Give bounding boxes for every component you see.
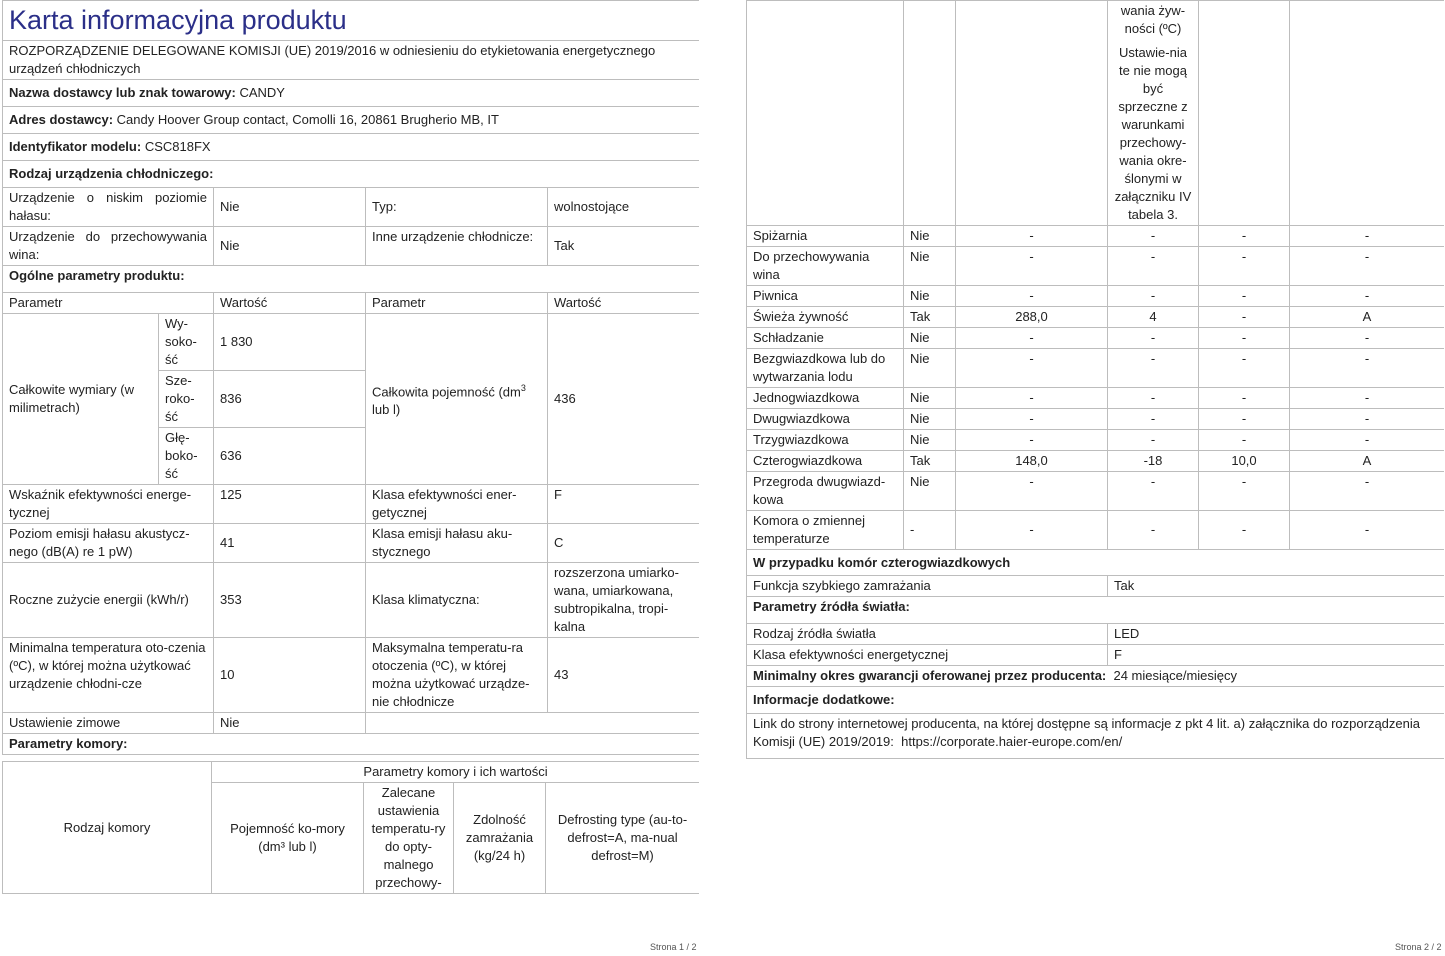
compartment-capacity: - (956, 511, 1108, 550)
product-info-table (2, 0, 699, 755)
compartment-name: Czterogwiazdkowa (747, 451, 904, 472)
model-row (3, 134, 700, 161)
noise-class-label: Klasa emisji hałasu aku-stycznego (366, 524, 548, 563)
compartment-row (747, 511, 1445, 550)
compartment-temp: - (1108, 472, 1199, 511)
compartment-row (747, 388, 1445, 409)
continued-blank-4 (1199, 1, 1290, 226)
continued-temp-cell (1108, 1, 1199, 226)
energy-class-label: Klasa efektywności ener-getycznej (366, 485, 548, 524)
continued-blank-3 (956, 1, 1108, 226)
eei-label: Wskaźnik efektywności energe-tycznej (3, 485, 214, 524)
compartment-present: Nie (904, 388, 956, 409)
col-value: Wartość (214, 293, 366, 314)
compartment-temp: - (1108, 286, 1199, 307)
page-number-1: Strona 1 / 2 (650, 942, 697, 952)
manufacturer-link[interactable]: https://corporate.haier-europe.com/en/ (901, 734, 1123, 749)
compartment-capacity: 148,0 (956, 451, 1108, 472)
low-noise-value: Nie (214, 188, 366, 227)
wine-label: Urządzenie do przechowywania wina: (3, 227, 214, 266)
compartment-freezing: - (1199, 388, 1290, 409)
page-1 (2, 0, 699, 907)
compartment-name: Komora o zmiennej temperaturze (747, 511, 904, 550)
wine-value: Nie (214, 227, 366, 266)
volume-label-sup: 3 (520, 382, 526, 393)
col-compartment-type: Rodzaj komory (3, 762, 212, 894)
settings-note: Ustawie-nia te nie mogą być sprzeczne z warunkami przechowy-wania okre-ślonymi w załączniku IV tabela 3. (1114, 45, 1192, 222)
compartment-present: Nie (904, 226, 956, 247)
compartment-temp: - (1108, 409, 1199, 430)
compartment-present: Nie (904, 286, 956, 307)
light-type-label: Rodzaj źródła światła (747, 624, 1108, 645)
model-value: CSC818FX (144, 139, 211, 154)
compartment-freezing: - (1199, 226, 1290, 247)
compartment-freezing: - (1199, 409, 1290, 430)
depth-label: Głę-boko-ść (159, 428, 214, 485)
model-label: Identyfikator modelu: (9, 139, 142, 154)
compartment-freezing: 10,0 (1199, 451, 1290, 472)
warranty-value: 24 miesiące/miesięcy (1113, 668, 1238, 683)
compartment-params-header: Parametry komory i ich wartości (212, 762, 700, 783)
volume-label-unit: lub l) (372, 402, 401, 418)
compartment-name: Do przechowywania wina (747, 247, 904, 286)
compartment-present: Nie (904, 349, 956, 388)
compartment-capacity: - (956, 430, 1108, 451)
compartment-temp: 4 (1108, 307, 1199, 328)
light-class-value: F (1108, 645, 1445, 666)
compartment-capacity: - (956, 328, 1108, 349)
compartment-temp: - (1108, 247, 1199, 286)
compartment-row (747, 451, 1445, 472)
compartment-present: Nie (904, 328, 956, 349)
compartment-freezing: - (1199, 349, 1290, 388)
compartment-row (747, 286, 1445, 307)
compartment-defrost: - (1290, 472, 1445, 511)
continued-blank-5 (1290, 1, 1445, 226)
width-label: Sze-roko-ść (159, 371, 214, 428)
compartment-values-table (746, 0, 1444, 759)
compartment-row (747, 409, 1445, 430)
compartment-capacity: - (956, 226, 1108, 247)
compartment-name: Jednogwiazdkowa (747, 388, 904, 409)
min-temp-value: 10 (214, 638, 366, 713)
volume-label (366, 314, 548, 485)
compartment-present: Nie (904, 409, 956, 430)
compartment-defrost: - (1290, 409, 1445, 430)
winter-label: Ustawienie zimowe (3, 713, 214, 734)
supplier-value: CANDY (239, 85, 285, 100)
compartment-defrost: - (1290, 388, 1445, 409)
energy-class-value: F (548, 485, 700, 524)
light-type-value: LED (1108, 624, 1445, 645)
annual-label: Roczne zużycie energii (kWh/r) (3, 563, 214, 638)
compartment-capacity: - (956, 247, 1108, 286)
address-row (3, 107, 700, 134)
compartment-freezing: - (1199, 511, 1290, 550)
address-value: Candy Hoover Group contact, Comolli 16, 20861 Brugherio MB, IT (116, 112, 499, 127)
general-heading: Ogólne parametry produktu: (3, 266, 700, 293)
compartment-capacity: - (956, 388, 1108, 409)
col-freezing: Zdolność zamrażania (kg/24 h) (454, 783, 546, 894)
compartment-temp: -18 (1108, 451, 1199, 472)
compartment-temp: - (1108, 226, 1199, 247)
compartment-temp: - (1108, 511, 1199, 550)
climate-label: Klasa klimatyczna: (366, 563, 548, 638)
eei-value: 125 (214, 485, 366, 524)
link-text: Link do strony internetowej producenta, na której dostępne są informacje z pkt 4 lit. a) załącznika do rozporządzenia Komisji (UE) 2019/2019: (753, 716, 1420, 749)
fast-freeze-label: Funkcja szybkiego zamrażania (747, 576, 1108, 597)
compartment-present: Nie (904, 430, 956, 451)
col-value-2: Wartość (548, 293, 700, 314)
compartment-name: Trzygwiazdkowa (747, 430, 904, 451)
light-heading: Parametry źródła światła: (747, 597, 1445, 624)
low-noise-label: Urządzenie o niskim poziomie hałasu: (3, 188, 214, 227)
page-title: Karta informacyjna produktu (3, 1, 700, 41)
dims-label: Całkowite wymiary (w milimetrach) (3, 314, 159, 485)
info-heading: Informacje dodatkowe: (747, 687, 1445, 714)
compartment-name: Schładzanie (747, 328, 904, 349)
compartment-name: Przegroda dwugwiazd-kowa (747, 472, 904, 511)
compartment-row (747, 328, 1445, 349)
height-value: 1 830 (214, 314, 366, 371)
compartment-temp: - (1108, 349, 1199, 388)
compartment-row (747, 226, 1445, 247)
address-label: Adres dostawcy: (9, 112, 114, 127)
max-temp-label: Maksymalna temperatu-ra otoczenia (ºC), w której można użytkować urządze-nie chłodnicze (366, 638, 548, 713)
col-capacity: Pojemność ko-mory (dm³ lub l) (212, 783, 364, 894)
compartment-row (747, 247, 1445, 286)
link-row (747, 714, 1445, 759)
volume-value: 436 (548, 314, 700, 485)
compartment-defrost: - (1290, 430, 1445, 451)
compartment-freezing: - (1199, 286, 1290, 307)
fast-freeze-value: Tak (1108, 576, 1445, 597)
width-value: 836 (214, 371, 366, 428)
compartment-heading: Parametry komory: (3, 734, 700, 755)
compartment-defrost: A (1290, 451, 1445, 472)
compartment-present: Tak (904, 451, 956, 472)
warranty-row (747, 666, 1445, 687)
max-temp-value: 43 (548, 638, 700, 713)
compartment-present: Nie (904, 472, 956, 511)
compartment-defrost: - (1290, 247, 1445, 286)
compartment-name: Dwugwiazdkowa (747, 409, 904, 430)
noise-value: 41 (214, 524, 366, 563)
continued-blank-2 (904, 1, 956, 226)
compartment-temp: - (1108, 388, 1199, 409)
supplier-row (3, 80, 700, 107)
type-heading: Rodzaj urządzenia chłodniczego: (3, 161, 700, 188)
light-class-label: Klasa efektywności energetycznej (747, 645, 1108, 666)
type-label: Typ: (366, 188, 548, 227)
compartment-capacity: - (956, 349, 1108, 388)
compartment-row (747, 472, 1445, 511)
col-defrost: Defrosting type (au-to-defrost=A, ma-nual defrost=M) (546, 783, 700, 894)
compartment-defrost: - (1290, 511, 1445, 550)
winter-value: Nie (214, 713, 366, 734)
compartment-row (747, 430, 1445, 451)
height-label: Wy-soko-ść (159, 314, 214, 371)
other-value: Tak (548, 227, 700, 266)
compartment-name: Spiżarnia (747, 226, 904, 247)
noise-label: Poziom emisji hałasu akustycz-nego (dB(A) re 1 pW) (3, 524, 214, 563)
regulation-text: ROZPORZĄDZENIE DELEGOWANE KOMISJI (UE) 2019/2016 w odniesieniu do etykietowania energetycznego urządzeń chłodniczych (3, 41, 700, 80)
compartment-freezing: - (1199, 247, 1290, 286)
compartment-freezing: - (1199, 430, 1290, 451)
winter-empty (366, 713, 700, 734)
page-number-2: Strona 2 / 2 (1395, 942, 1442, 952)
compartment-defrost: - (1290, 226, 1445, 247)
compartment-present: - (904, 511, 956, 550)
compartment-row (747, 307, 1445, 328)
col-recommended: Zalecane ustawienia temperatu-ry do opty-malnego przechowy- (364, 783, 454, 894)
compartment-freezing: - (1199, 307, 1290, 328)
compartment-defrost: A (1290, 307, 1445, 328)
type-value: wolnostojące (548, 188, 700, 227)
compartment-name: Świeża żywność (747, 307, 904, 328)
compartment-present: Nie (904, 247, 956, 286)
four-star-heading: W przypadku komór czterogwiazdkowych (747, 550, 1445, 576)
compartment-name: Bezgwiazdkowa lub do wytwarzania lodu (747, 349, 904, 388)
col-param-2: Parametr (366, 293, 548, 314)
compartment-present: Tak (904, 307, 956, 328)
compartment-defrost: - (1290, 349, 1445, 388)
warranty-label: Minimalny okres gwarancji oferowanej przez producenta: (753, 668, 1107, 683)
compartment-header-table (2, 761, 699, 894)
compartment-capacity: - (956, 472, 1108, 511)
compartment-freezing: - (1199, 472, 1290, 511)
compartment-defrost: - (1290, 328, 1445, 349)
compartment-capacity: 288,0 (956, 307, 1108, 328)
annual-value: 353 (214, 563, 366, 638)
continued-header: wania żyw-ności (ºC) (1120, 3, 1186, 36)
continued-blank-1 (747, 1, 904, 226)
compartment-row (747, 349, 1445, 388)
min-temp-label: Minimalna temperatura oto-czenia (ºC), w której można użytkować urządzenie chłodni-cze (3, 638, 214, 713)
compartment-capacity: - (956, 286, 1108, 307)
climate-value: rozszerzona umiarko-wana, umiarkowana, subtropikalna, tropi-kalna (548, 563, 700, 638)
compartment-freezing: - (1199, 328, 1290, 349)
compartment-temp: - (1108, 328, 1199, 349)
compartment-capacity: - (956, 409, 1108, 430)
depth-value: 636 (214, 428, 366, 485)
volume-label-text: Całkowita pojemność (dm (372, 384, 521, 400)
compartment-name: Piwnica (747, 286, 904, 307)
other-label: Inne urządzenie chłodnicze: (366, 227, 548, 266)
supplier-label: Nazwa dostawcy lub znak towarowy: (9, 85, 236, 100)
page-2 (746, 0, 1444, 770)
col-param: Parametr (3, 293, 214, 314)
compartment-defrost: - (1290, 286, 1445, 307)
compartment-temp: - (1108, 430, 1199, 451)
noise-class-value: C (548, 524, 700, 563)
